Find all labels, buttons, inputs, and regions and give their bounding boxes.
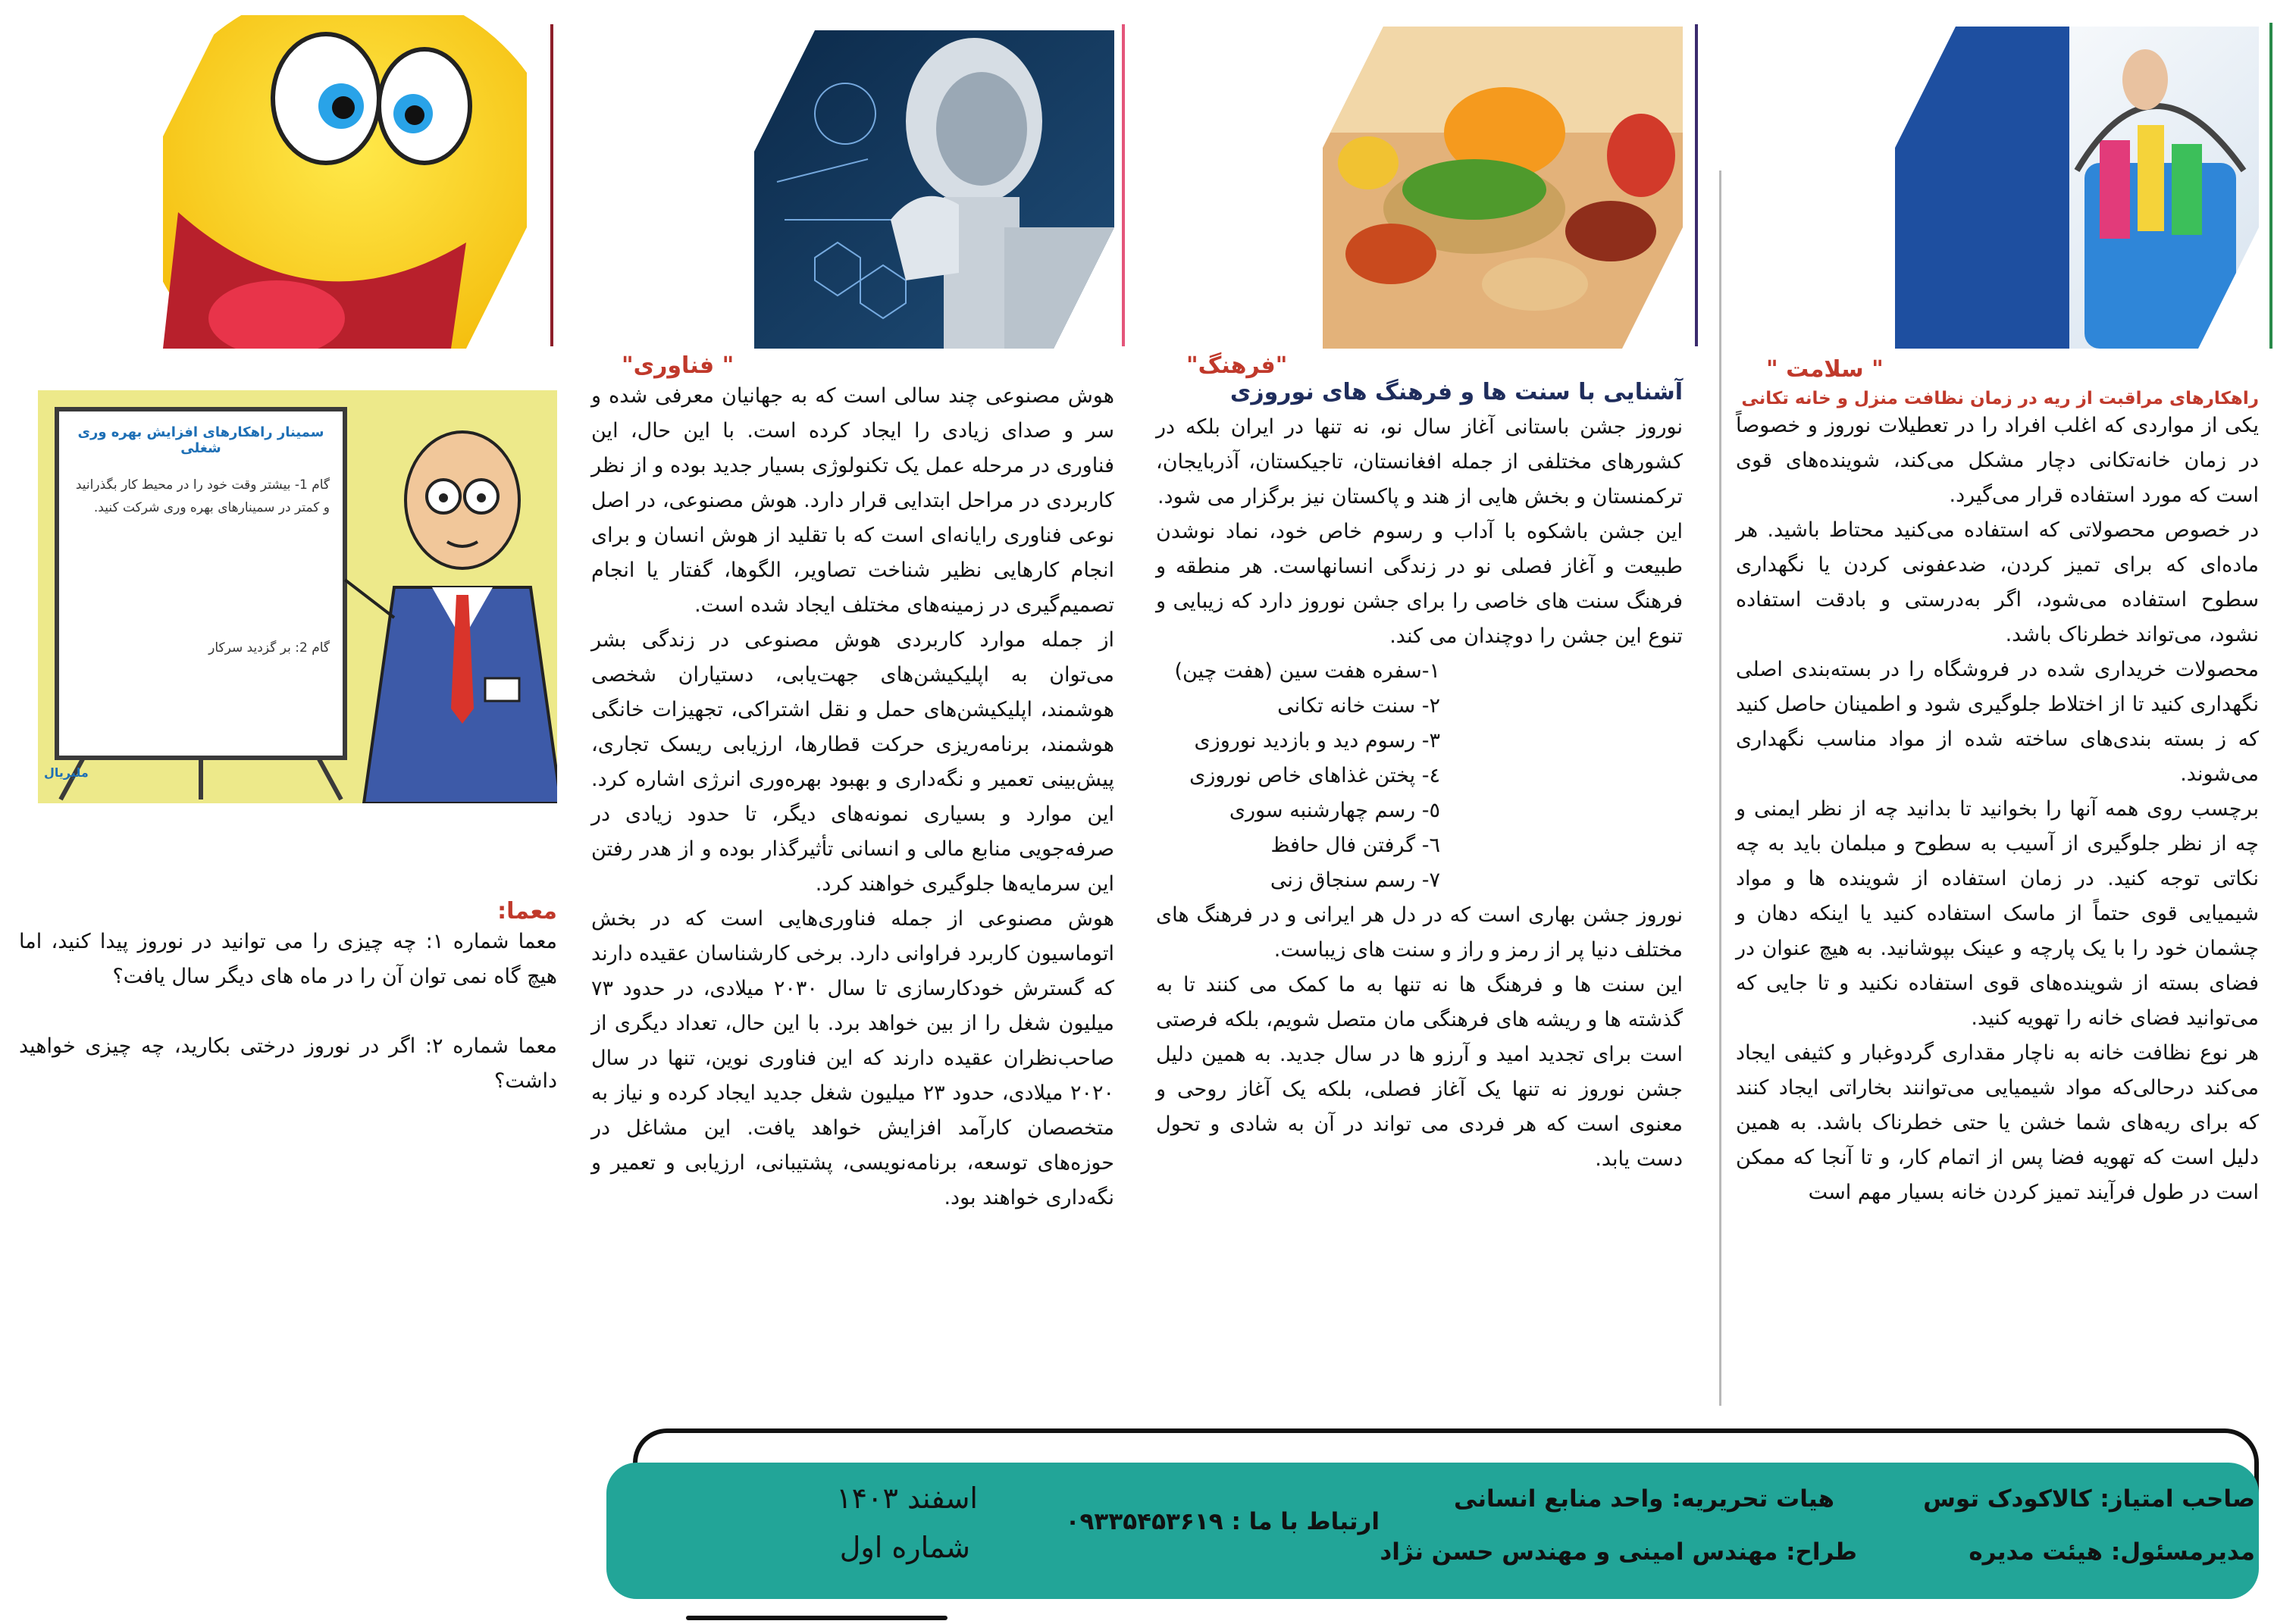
riddle-heading: معما:	[497, 898, 557, 925]
culture-paragraph: نوروز جشن بهاری است که در دل هر ایرانی و در فرهنگ های مختلف دنیا پر از رمز و راز و سنت های زیباست.	[1156, 903, 1683, 962]
list-item: ۲- سنت خانه تکانی	[1277, 694, 1440, 718]
divider-line	[1719, 171, 1721, 1406]
list-item: ۳- رسوم دید و بازدید نوروزی	[1194, 729, 1440, 753]
health-paragraph: محصولات خریداری شده در فروشگاه را در بسته‌بندی اصلی نگهداری کنید تا از اختلاط جلوگیری شود و اطمینان حاصل کنید که ز بسته بندی‌های ساخته شده از مواد مناسب نگهداری می‌شوند.	[1736, 658, 2259, 786]
culture-paragraph: نوروز جشن باستانی آغاز سال نو، نه تنها در ایران بلکه در کشورهای مختلفی از جمله افغانستان، تاجیکستان، آذربایجان، ترکمنستان و بخش هایی از هند و پاکستان نیز برگزار می شود.	[1156, 415, 1683, 508]
culture-column	[1156, 352, 1683, 1177]
footer-banner	[606, 1463, 2259, 1599]
footer-owner: صاحب امتیاز: کالاکودک توس	[1923, 1485, 2255, 1513]
divider-line	[1695, 24, 1698, 346]
health-paragraph: یکی از مواردی که اغلب افراد را در تعطیلات نوروز و خصوصاً در زمان خانه‌تکانی دچار مشکل می‌کند، شوینده‌های قوی است که مورد استفاده قرار می‌گیرد.	[1736, 414, 2259, 507]
footer-editorial: هیات تحریریه: واحد منابع انسانی	[1453, 1485, 1834, 1513]
health-paragraph: در خصوص محصولاتی که استفاده می‌کنید محتاط باشید. هر ماده‌ای که برای تمیز کردن، ضدعفونی کردن یا نگهداری سطوح استفاده می‌شود، اگر به‌درستی و بادقت استفاده نشود، می‌تواند خطرناک باشد.	[1736, 518, 2259, 646]
tech-column	[591, 352, 1114, 1216]
list-item: ٥- رسم چهارشنبه سوری	[1229, 799, 1440, 822]
health-paragraph: برچسب روی همه آنها را بخوانید تا بدانید چه از نظر ایمنی و چه از نظر جلوگیری از آسیب به سطوح و مبلمان باید به چه نکاتی توجه کنید. در زمان استفاده از شوینده ها و مواد شیمیایی قوی حتماً از ماسک استفاده کنید یا اینکه دهان و چشمان خود را با یک پارچه و عینک بپوشانید. به هیچ عنوان در فضای بسته از شوینده‌های قوی استفاده نکنید و تا جایی که می‌توانید فضای خانه را تهویه کنید.	[1736, 797, 2259, 1030]
haft-sin-picture	[1323, 27, 1683, 349]
robot-picture	[754, 30, 1114, 349]
tech-paragraph: هوش مصنوعی از جمله فناوری‌هایی است که در بخش اتوماسیون کاربرد فراوانی دارد. برخی کارشناسان عقیده دارند که گسترش خودکارسازی تا سال ۲۰۳۰ میلادی، در حدود ۷۳ میلیون شغل را از بین خواهد برد. با این حال، تعداد دیگری از صاحب‌نظران عقیده دارند که این فناوری نوین، تنها در سال ۲۰۲۰ میلادی، حدود ۲۳ میلیون شغل جدید ایجاد کرده و نیاز به متخصصان کارآمد افزایش خواهد یافت. این مشاغل در حوزه‌های توسعه، برنامه‌نویسی، پشتیبانی، ارزیابی و تعمیر و نگه‌داری خواهند بود.	[591, 907, 1114, 1209]
health-subtitle: راهکارهای مراقبت از ریه در زمان نظافت منزل و خانه تکانی	[1741, 389, 2259, 408]
culture-category: "فرهنگ"	[1186, 352, 1288, 379]
footer-issue: شماره اول	[839, 1531, 970, 1564]
tech-paragraph: از جمله موارد کاربردی هوش مصنوعی در زندگی بشر می‌توان به اپلیکیشن‌های جهت‌یابی، دستیاران شخصی هوشمند، اپلیکیشن‌های حمل و نقل اشتراکی، تجهیزات خانگی هوشمند، برنامه‌ریزی حرکت قطارها، ارزیابی ریسک تجاری، پیش‌بینی تعمیر و نگه‌داری و بهبود بهره‌وری انرژی اشاره کرد. این موارد و بسیاری نمونه‌های دیگر، تا حدود زیادی در صرفه‌جویی منابع مالی و انسانی تأثیرگذار بوده و از هدر رفتن این سرمایه‌ها جلوگیری خواهند کرد.	[591, 628, 1114, 896]
footer-bottom-line	[686, 1616, 948, 1620]
cartoon-step-1: گام 1- بیشتر وقت خود را در محیط کار بگذرانید و کمتر در سمینارهای بهره وری شرکت کنید.	[75, 477, 330, 515]
list-item: ٦- گرفتن فال حافظ	[1270, 834, 1440, 857]
divider-line	[550, 24, 553, 346]
culture-paragraph: این سنت ها و فرهنگ ها نه تنها به ما کمک می کنند تا به گذشته ها و ریشه های فرهنگی مان متصل شویم، بلکه فرصتی است برای تجدید امید و آرزو ها در سال جدید. به همین دلیل جشن نوروز نه تنها یک آغاز فصلی، بلکه یک آغاز روحی و معنوی است که هر فردی می تواند در آن به شادی و تحول دست یابد.	[1156, 973, 1683, 1171]
health-category: " سلامت "	[1766, 356, 1884, 383]
cartoon-picture	[38, 390, 557, 803]
health-column	[1736, 356, 2259, 1210]
footer-contact: ارتباط با ما : ۰۹۳۳۵۴۵۳۶۱۹	[1065, 1508, 1380, 1535]
culture-subtitle: آشنایی با سنت ها و فرهنگ های نوروزی	[1229, 379, 1683, 405]
divider-line	[1122, 24, 1125, 346]
footer-designer: طراح: مهندس امینی و مهندس حسن نژاد	[1380, 1538, 1857, 1566]
tech-category: " فناوری"	[622, 352, 735, 379]
health-paragraph: هر نوع نظافت خانه به ناچار مقداری گردوغبار و کثیفی ایجاد می‌کند درحالی‌که مواد شیمیایی می‌توانند بخاراتی ایجاد کنند که برای ریه‌های شما خشن یا حتی خطرناک باشد. به همین دلیل است که تهویه فضا پس از اتمام کار، و تا آنجا که ممکن است در طول فرآیند تمیز کردن خانه بسیار مهم است	[1736, 1041, 2259, 1204]
cleaning-bucket-picture	[1895, 27, 2259, 349]
riddle-question-1: معما شماره ۱: چه چیزی را می توانید در نوروز پیدا کنید، اما هیچ گاه نمی توان آن را در ماه های دیگر سال یافت؟	[19, 930, 558, 988]
culture-list	[1156, 654, 1440, 898]
culture-paragraph: این جشن باشکوه با آداب و رسوم خاص خود، نماد نوشدن طبیعت و آغاز فصلی نو در زندگی انسانهاست. هر منطقه و فرهنگ سنت های خاصی را برای جشن نوروز دارد که زیبایی و تنوع این جشن را دوچندان می کند.	[1156, 520, 1683, 648]
footer-date: اسفند ۱۴۰۳	[836, 1482, 978, 1515]
cartoon-title: سمینار راهکارهای افزایش بهره وری شغلی	[77, 424, 324, 456]
riddle-question-2: معما شماره ۲: اگر در نوروز درختی بکارید، چه چیزی خواهید داشت؟	[19, 1034, 557, 1093]
cartoon-step-2: گام 2: بر گزدید سرکار	[208, 640, 330, 656]
list-item: ۱-سفره هفت سین (هفت چین)	[1174, 659, 1440, 683]
cartoon-signature: ملیریال	[44, 765, 89, 780]
riddle-column	[19, 898, 557, 1099]
list-item: ۷- رسم سنجاق زنی	[1270, 868, 1440, 892]
footer-manager: مدیرمسئول: هیئت مدیره	[1969, 1538, 2255, 1566]
divider-line	[2269, 23, 2272, 349]
smiley-picture	[163, 15, 527, 349]
list-item: ٤- پختن غذاهای خاص نوروزی	[1189, 764, 1440, 787]
tech-paragraph: هوش مصنوعی چند سالی است که به جهانیان معرفی شده و سر و صدای زیادی را ایجاد کرده است. با این حال، این فناوری در مرحله عمل یک تکنولوژی بسیار جدید بوده و از نظر کاربردی در مراحل ابتدایی قرار دارد. هوش مصنوعی، در اصل نوعی فناوری رایانه‌ای است که با تقلید از هوش انسان و برای انجام کارهایی نظیر شناخت تصاویر، الگوها، گفتار یا انجام تصمیم‌گیری در زمینه‌های مختلف ایجاد شده است.	[591, 384, 1114, 617]
